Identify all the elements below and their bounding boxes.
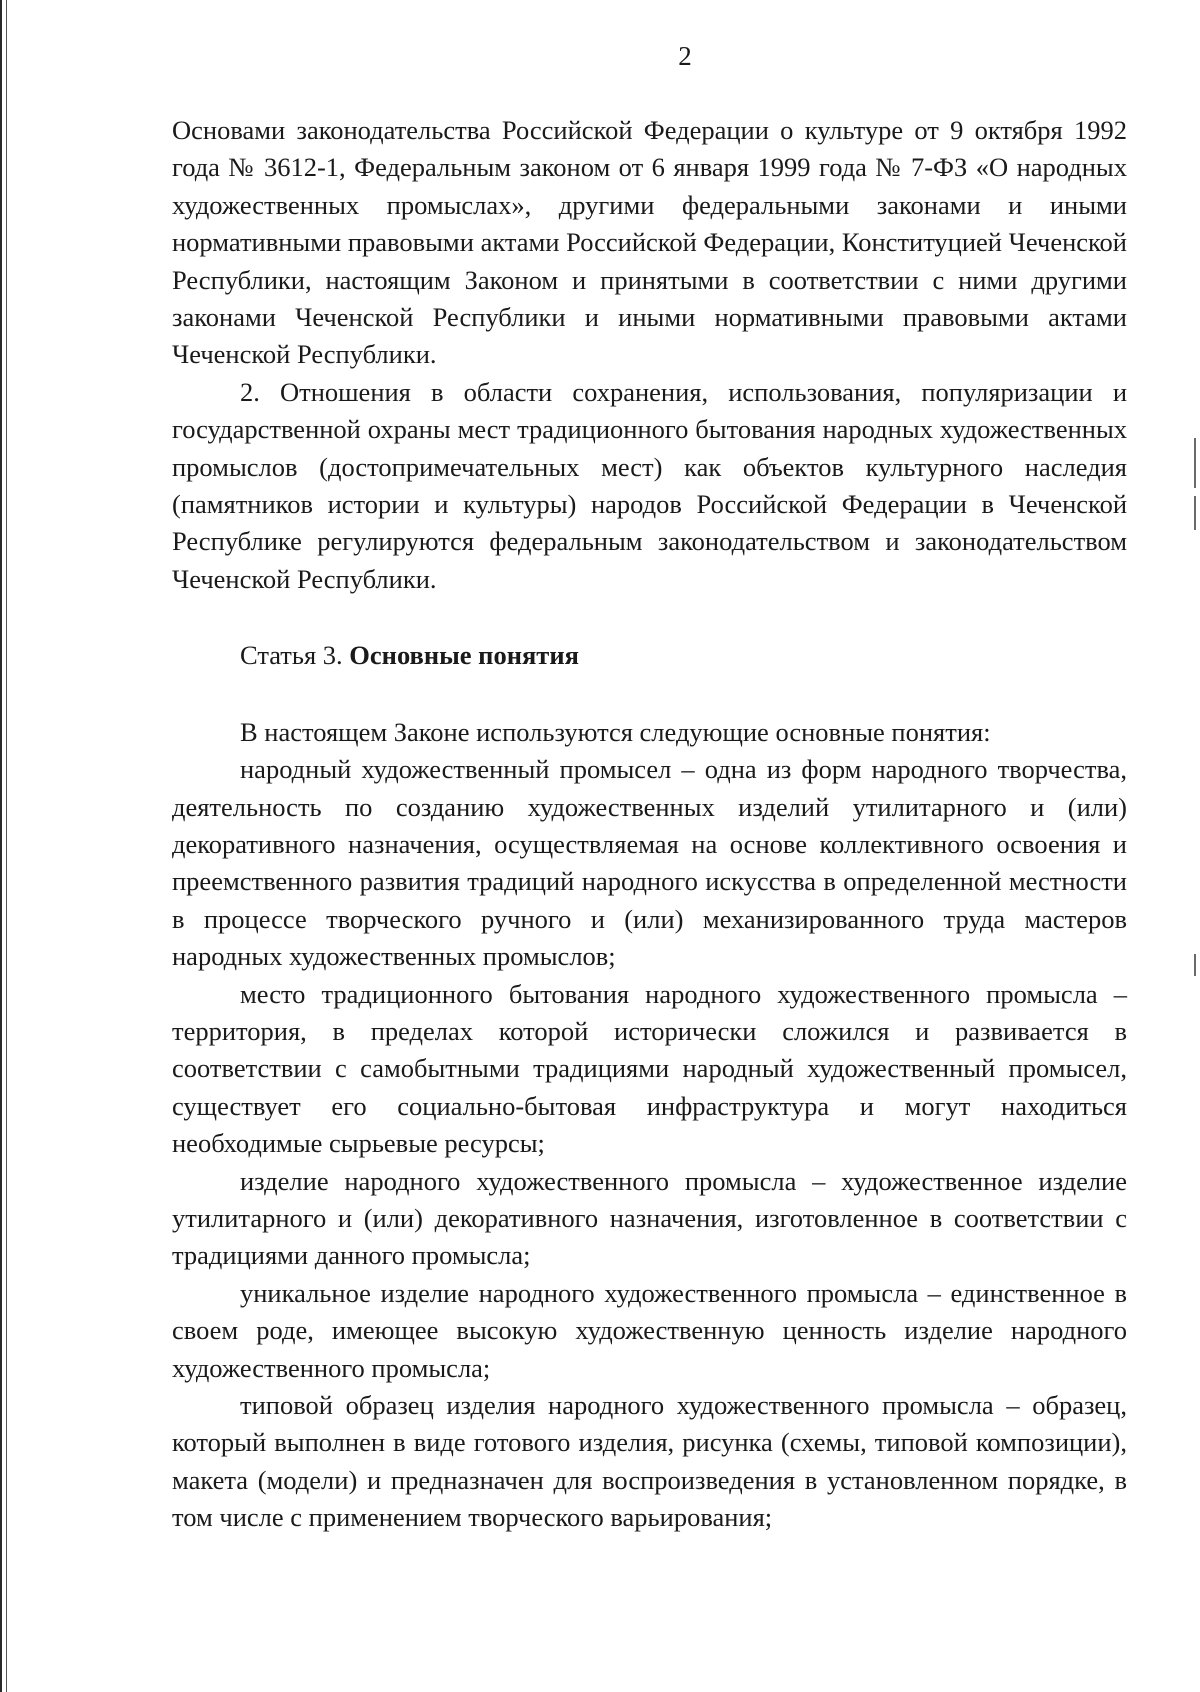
definition-folk-craft: народный художественный промысел – одна из форм народного творчества, деятельность по созданию художественных изделий утилитарного и (или) декоративного назначения, осуществляемая на основе коллективного освоения и преемственного развития традиций народного искусства в определенной местности в процессе творческого ручного и (или) механизированного труда мастеров народных художественных промыслов; [172,754,1127,972]
definition-craft-location: место традиционного бытования народного художественного промысла – территория, в пределах которой исторически сложился и развивается в соответствии с самобытными традициями народный художественный промысел, существует его социально-бытовая инфраструктура и могут находиться необходимые сырьевые ресурсы; [172,978,1127,1159]
document-body [172,112,1127,1537]
article-heading [172,637,1127,674]
scan-artifact-mark [1194,954,1196,976]
paragraph-intro: В настоящем Законе используются следующие основные понятия: [240,716,991,747]
page-number: 2 [678,41,692,71]
article-title: Основные понятия [349,640,579,671]
scan-artifact-mark [1194,438,1196,488]
scan-border-left [0,0,7,1692]
scan-artifact-mark [1194,496,1196,530]
article-number: Статья 3. [240,640,343,671]
definition-craft-item: изделие народного художественного промысла – художественное изделие утилитарного и (или) декоративного назначения, изготовленное в соответствии с традициями данного промысла; [172,1165,1127,1271]
definition-unique-item: уникальное изделие народного художественного промысла – единственное в своем роде, имеющее высокую художественную ценность изделие народного художественного промысла; [172,1277,1127,1383]
paragraph-continuation: Основами законодательства Российской Федерации о культуре от 9 октября 1992 года № 3612-1, Федеральным законом от 6 января 1999 года № 7-ФЗ «О народных художественных промыслах», другими федеральными законами и иными нормативными правовыми актами Российской Федерации, Конституцией Чеченской Республики, настоящим Законом и принятыми в соответствии с ними другими законами Чеченской Республики и иными нормативными правовыми актами Чеченской Республики. [172,115,1127,370]
paragraph-clause-2: 2. Отношения в области сохранения, использования, популяризации и государственной охраны мест традиционного бытования народных художественных промыслов (достопримечательных мест) как объектов культурного наследия (памятников истории и культуры) народов Российской Федерации в Чеченской Республике регулируются федеральным законодательством и законодательством Чеченской Республики. [172,376,1127,594]
definition-typical-sample: типовой образец изделия народного художественного промысла – образец, который выполнен в виде готового изделия, рисунка (схемы, типовой композиции), макета (модели) и предназначен для воспроизведения в установленном порядке, в том числе с применением творческого варьирования; [172,1390,1127,1533]
